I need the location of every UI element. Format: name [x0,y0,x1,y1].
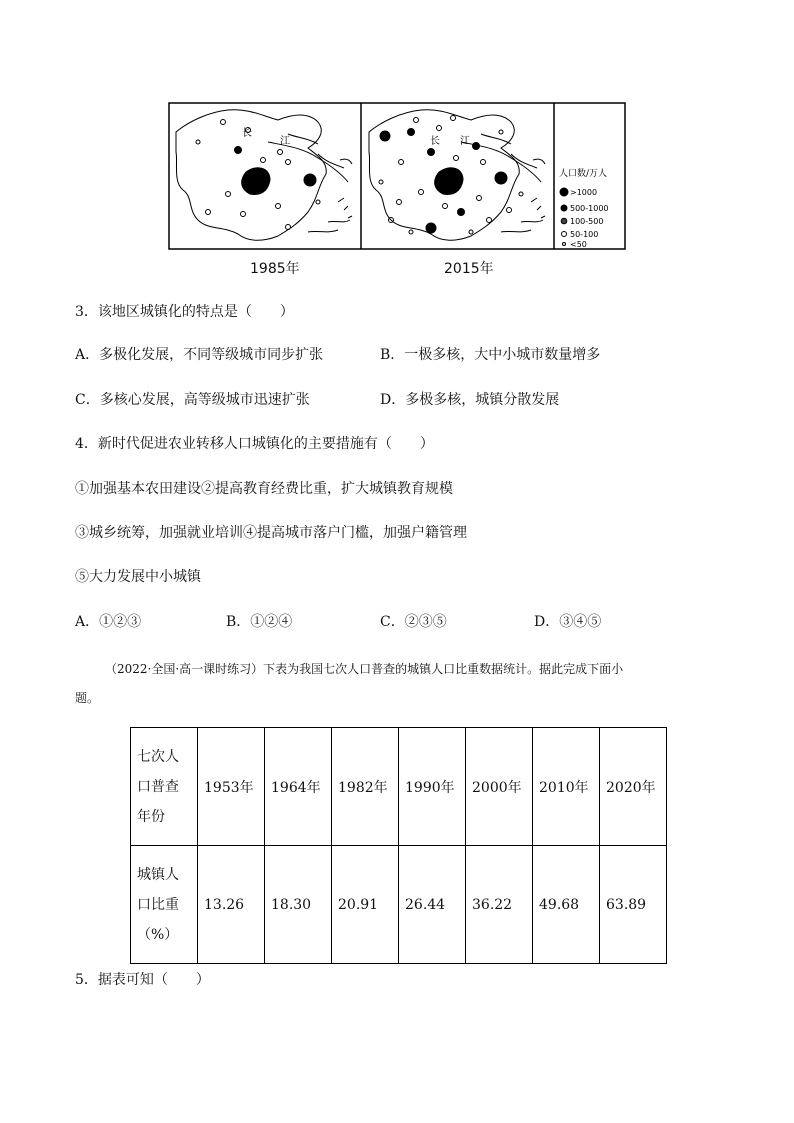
cities-1985 [196,120,320,230]
table-year-cell: 1990年 [399,728,466,846]
q4-option-b: B．①②④ [226,614,293,630]
legend-symbol-50 [562,232,567,237]
city-1985-large [304,174,316,186]
table-value-cell: 13.26 [198,846,265,964]
q3-option-a: A．多极化发展，不同等级城市同步扩张 [75,347,324,363]
q3-option-b: B．一极多核，大中小城市数量增多 [380,347,601,363]
q4-item-2: ③城乡统筹，加强就业培训④提高城市落户门槛，加强户籍管理 [75,525,467,541]
city-2015-large-c [426,223,436,233]
legend-label-1000: >1000 [570,188,598,197]
q3-stem: 3．该地区城镇化的特点是（ ） [75,304,294,320]
city-2015-major [435,168,463,195]
legend-symbol-1000 [560,188,569,197]
intro-line-2: 题。 [75,691,100,705]
river-label-jiang-2015: 江 [460,136,470,147]
table-value-cell: 18.30 [265,846,332,964]
table-year-cell: 1982年 [332,728,399,846]
table-year-cell: 1953年 [198,728,265,846]
islets-2015 [531,198,545,218]
table-year-cell: 2000年 [466,728,533,846]
legend-symbol-500 [561,205,568,212]
figure-frame [169,103,625,249]
river-label-chang-2015: 长 [430,136,440,147]
table-row-years [131,728,667,846]
q4-item-3: ⑤大力发展中小城镇 [75,569,201,585]
map-svg [168,102,626,250]
islands-1985 [308,220,350,232]
q4-stem: 4．新时代促进农业转移人口城镇化的主要措施有（ ） [75,436,434,452]
legend-label-50: 50-100 [570,230,599,239]
table-year-cell: 2020年 [600,728,667,846]
q4-option-c: C．②③⑤ [380,614,447,630]
legend-title: 人口数/万人 [559,169,608,179]
legend-label-100: 100-500 [570,217,604,226]
estuary-1985 [288,134,318,144]
population-map-figure [168,102,626,250]
islets-1985 [338,198,352,218]
legend-symbol-100 [561,218,567,224]
map-label-1985: 1985年 [250,261,300,277]
q4-option-d: D．③④⑤ [534,614,602,630]
table-header-values: 城镇人口比重（%） [131,846,198,964]
legend-label-lt50: <50 [570,240,587,249]
river-label-chang-1985: 长 [242,128,252,139]
table-year-cell: 2010年 [533,728,600,846]
islands-2015 [501,220,543,232]
table-value-cell: 20.91 [332,846,399,964]
table-value-cell: 63.89 [600,846,667,964]
legend-symbol-lt50 [563,243,566,246]
table-row-values [131,846,667,964]
table-value-cell: 49.68 [533,846,600,964]
city-1985-major [242,168,270,195]
map-label-2015: 2015年 [444,261,494,277]
river-label-jiang-1985: 江 [280,136,290,147]
legend-label-500: 500-1000 [570,204,609,213]
q3-option-d: D．多极多核，城镇分散发展 [380,392,560,408]
table-year-cell: 1964年 [265,728,332,846]
estuary-2015 [481,134,511,144]
table-value-cell: 26.44 [399,846,466,964]
q4-item-1: ①加强基本农田建设②提高教育经费比重，扩大城镇教育规模 [75,481,453,497]
table-header-years: 七次人口普查年份 [131,728,198,846]
city-2015-large-b [380,131,390,141]
cities-2015 [379,116,523,235]
q5-stem: 5．据表可知（ ） [75,972,210,988]
census-table [130,727,667,964]
q4-option-a: A．①②③ [75,614,142,630]
city-2015-large-a [495,172,507,184]
legend [559,167,609,249]
intro-line-1: （2022·全国·高一课时练习）下表为我国七次人口普查的城镇人口比重数据统计。据此完成下面小 [105,662,624,676]
city-1985-medium [235,147,242,154]
table-value-cell: 36.22 [466,846,533,964]
q3-option-c: C．多核心发展，高等级城市迅速扩张 [75,392,310,408]
